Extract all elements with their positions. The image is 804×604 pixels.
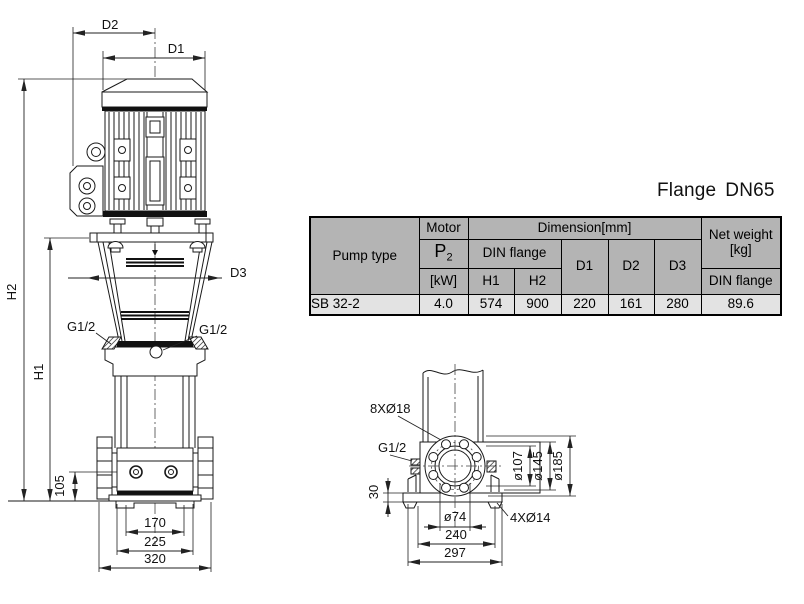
stool-plate: [90, 233, 213, 242]
bolt-hole: [472, 453, 481, 462]
bolt-hole: [472, 471, 481, 480]
header-pump-type: Pump type: [310, 217, 419, 294]
dim-label-107: ø107: [510, 451, 525, 481]
flange-detail-view: [366, 364, 576, 566]
pump-head: [102, 337, 208, 376]
pump-front-view: [4, 17, 247, 572]
cell-d1: 220: [561, 294, 608, 315]
suction-flange: [97, 437, 112, 499]
cell-d2: 161: [608, 294, 654, 315]
dim-label-74: ø74: [443, 509, 467, 524]
label-4x14: 4XØ14: [510, 510, 551, 525]
dim-label-170: 170: [144, 515, 166, 530]
base-body: [117, 448, 193, 491]
label-8x18: 8XØ18: [370, 401, 411, 416]
motor-stool: [90, 218, 213, 341]
dim-label-105: 105: [52, 475, 67, 497]
dim-label-30: 30: [366, 484, 381, 500]
dim-label-h2: H2: [4, 283, 19, 301]
vent-symbol: [152, 250, 158, 256]
flange-note-value: DN65: [725, 180, 775, 201]
spec-table: [309, 216, 782, 316]
dim-label-145: ø145: [530, 451, 545, 481]
header-h1: H1: [468, 268, 514, 294]
header-kw: [kW]: [419, 268, 468, 294]
motor: [70, 79, 207, 217]
cell-net-weight: 89.6: [701, 294, 781, 315]
g12-plug: [411, 459, 420, 465]
foot-left: [403, 502, 417, 508]
header-net-weight-flange: DIN flange: [701, 268, 781, 294]
label-g12-right: G1/2: [199, 322, 228, 337]
label-g12-left: G1/2: [67, 319, 96, 334]
pump-base: [8, 437, 213, 508]
bolt-hole: [442, 483, 451, 492]
cell-pump-type: SB 32-2: [310, 294, 419, 315]
pipe-break-line: [423, 370, 483, 374]
bolt-hole: [442, 440, 451, 449]
fan-cover-band: [102, 92, 207, 107]
header-dimension: Dimension[mm]: [468, 217, 701, 239]
dim-label-185: ø185: [550, 451, 565, 481]
cell-power: 4.0: [419, 294, 468, 315]
header-h2: H2: [514, 268, 561, 294]
dim-label-h1: H1: [31, 363, 46, 381]
fan-cover-cap: [102, 79, 207, 92]
bolt-hole: [429, 453, 438, 462]
cell-h1: 574: [468, 294, 514, 315]
header-net-weight: Net weight [kg]: [701, 217, 781, 268]
dim-label-297: 297: [444, 545, 466, 560]
header-d1: D1: [561, 239, 608, 294]
dim-label-225: 225: [144, 534, 166, 549]
bolt-hole: [429, 471, 438, 480]
flange-note-label: Flange: [657, 180, 717, 201]
dim-label-240: 240: [445, 527, 467, 542]
table-row: [310, 294, 781, 315]
header-din-flange: DIN flange: [468, 239, 561, 268]
bolt-hole: [460, 440, 469, 449]
cell-h2: 900: [514, 294, 561, 315]
dim-label-d2: D2: [101, 17, 119, 32]
header-motor: Motor: [419, 217, 468, 239]
header-p2: $P_2$: [419, 239, 468, 268]
dim-label-d3: D3: [230, 265, 247, 280]
bolt-hole: [460, 483, 469, 492]
discharge-flange: [198, 437, 213, 499]
header-d2: D2: [608, 239, 654, 294]
foot-plate: [109, 495, 201, 501]
header-d3: D3: [654, 239, 701, 294]
flange-note: [657, 181, 775, 201]
cell-d3: 280: [654, 294, 701, 315]
drain-plug: [150, 346, 162, 358]
dim-label-d1: D1: [167, 41, 185, 56]
label-g12-flange: G1/2: [378, 440, 407, 455]
dim-label-320: 320: [144, 551, 166, 566]
pipe-column: [423, 370, 483, 442]
